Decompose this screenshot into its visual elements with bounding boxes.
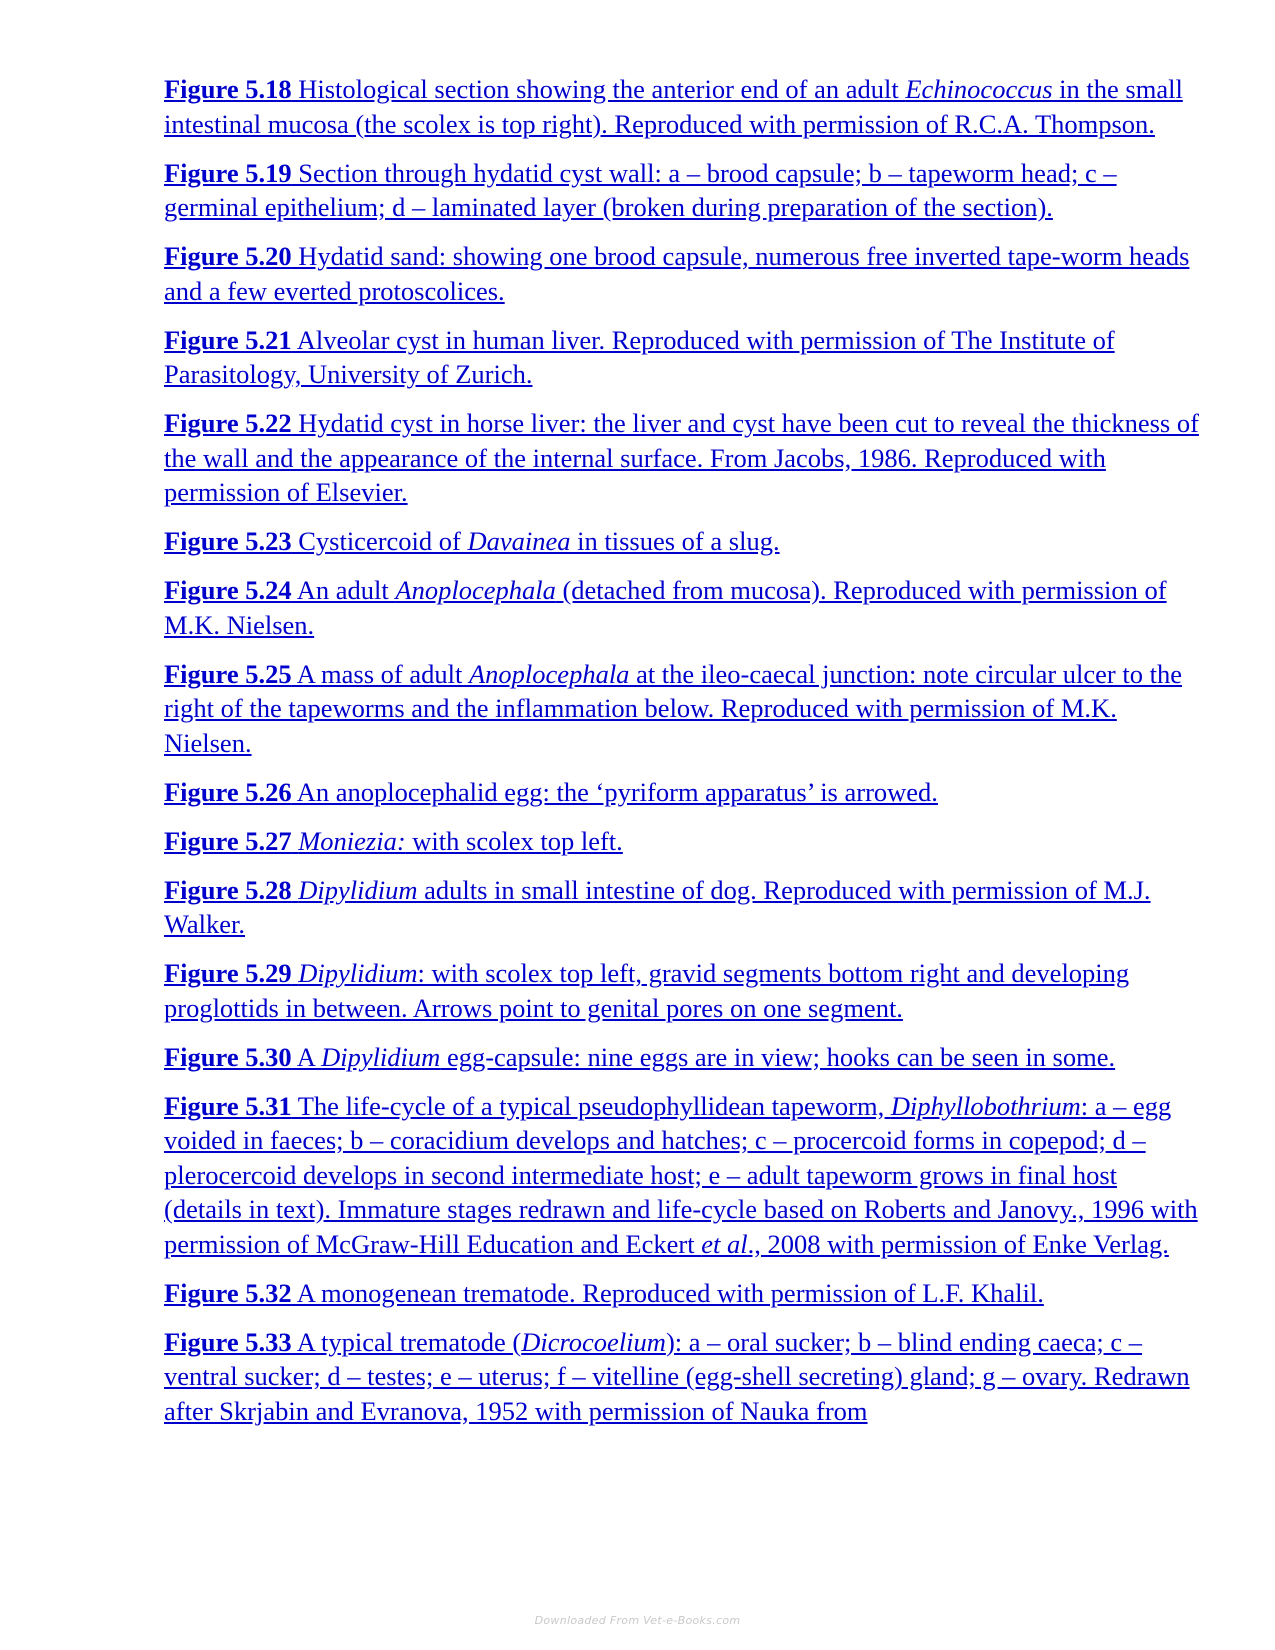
caption-italic-term: Davainea (467, 526, 571, 556)
figure-number-label: Figure 5.33 (164, 1326, 292, 1357)
caption-text: Hydatid sand: showing one brood capsule, numerous free inverted tape-worm heads and a few everted protoscolices. (164, 241, 1190, 306)
caption-text: A typical trematode ( (291, 1326, 522, 1357)
figure-caption-link[interactable] (164, 956, 1200, 1025)
figure-number-label: Figure 5.19 (164, 157, 292, 188)
caption-italic-term: Anoplocephala (469, 658, 630, 689)
figure-caption-link[interactable] (164, 156, 1200, 225)
figure-number-label: Figure 5.31 (164, 1090, 292, 1121)
caption-text: A monogenean trematode. Reproduced with permission of L.F. Khalil. (291, 1277, 1044, 1308)
caption-italic-term: Anoplocephala (395, 575, 556, 605)
figure-caption-link[interactable] (164, 1089, 1200, 1262)
figure-number-label: Figure 5.24 (164, 575, 292, 605)
figure-caption-link[interactable] (164, 524, 1200, 559)
figure-caption-link[interactable] (164, 873, 1200, 942)
figure-number-label: Figure 5.21 (164, 324, 292, 355)
caption-text: ., 2008 with permission of Enke Verlag. (747, 1228, 1169, 1259)
figure-caption-link[interactable] (164, 239, 1200, 308)
figure-number-label: Figure 5.26 (164, 776, 292, 807)
caption-text: (detached from mucosa). Reproduced with permission of M.K. Nielsen. (164, 575, 1167, 640)
caption-text: A (291, 1041, 322, 1072)
figure-number-label: Figure 5.18 (164, 74, 292, 104)
figure-caption-link[interactable] (164, 323, 1200, 392)
watermark: Downloaded From Vet-e-Books.com (534, 1614, 741, 1627)
figure-caption-link[interactable] (164, 1040, 1200, 1075)
caption-text: A mass of adult (291, 658, 469, 689)
caption-text: adults in small intestine of dog. Reproduced with permission of M.J. Walker. (164, 874, 1151, 939)
figure-number-label: Figure 5.30 (164, 1041, 292, 1072)
figure-caption-link[interactable] (164, 824, 1200, 859)
caption-italic-term: Dipylidium (298, 874, 418, 905)
caption-italic-term: et al (701, 1228, 748, 1259)
figure-caption-link[interactable] (164, 406, 1200, 510)
caption-italic-term: Dipylidium (298, 958, 418, 988)
caption-text: Alveolar cyst in human liver. Reproduced with permission of The Institute of Parasitology, University of Zurich. (164, 324, 1115, 389)
caption-italic-term: Dicrocoelium (521, 1326, 666, 1357)
caption-text: An anoplocephalid egg: the ‘pyriform apparatus’ is arrowed. (291, 776, 938, 807)
caption-text: Hydatid cyst in horse liver: the liver and cyst have been cut to reveal the thickness of the wall and the appearance of the internal surface. From Jacobs, 1986. Reproduced with permission of Elsevier. (164, 408, 1199, 507)
figure-number-label: Figure 5.23 (164, 526, 292, 556)
figure-caption-link[interactable] (164, 72, 1200, 141)
caption-italic-term: Dipylidium (321, 1041, 441, 1072)
caption-italic-term: Echinococcus (905, 74, 1053, 104)
caption-text: Histological section showing the anterior end of an adult (291, 74, 906, 104)
figure-caption-list (164, 72, 1200, 1443)
figure-number-label: Figure 5.28 (164, 874, 292, 905)
figure-number-label: Figure 5.32 (164, 1277, 292, 1308)
caption-italic-term: Moniezia: (298, 825, 406, 856)
caption-text: Cysticercoid of (291, 526, 468, 556)
caption-text: at the ileo-caecal junction: note circular ulcer to the right of the tapeworms and the inflammation below. Reproduced with permission of M.K. Nielsen. (164, 658, 1182, 758)
caption-text: in the small intestinal mucosa (the scolex is top right). Reproduced with permission of R.C.A. Thompson. (164, 74, 1183, 139)
figure-number-label: Figure 5.25 (164, 658, 292, 689)
caption-text: ): a – oral sucker; b – blind ending caeca; c – ventral sucker; d – testes; e – uterus; f – vitelline (egg-shell secreting) gland; g – ovary. Redrawn after Skrjabin and Evranova, 1952 with permission of Nauka from (164, 1326, 1190, 1426)
caption-text: : with scolex top left, gravid segments bottom right and developing proglottids in between. Arrows point to genital pores on one segment. (164, 958, 1130, 1023)
caption-text: with scolex top left. (405, 825, 623, 856)
caption-text: Section through hydatid cyst wall: a – brood capsule; b – tapeworm head; c – germinal epithelium; d – laminated layer (broken during preparation of the section). (164, 157, 1117, 222)
caption-text: in tissues of a slug. (570, 526, 780, 556)
figure-number-label: Figure 5.22 (164, 408, 292, 438)
figure-number-label: Figure 5.29 (164, 958, 292, 988)
figure-number-label: Figure 5.20 (164, 241, 292, 271)
caption-text: An adult (291, 575, 396, 605)
figure-caption-link[interactable] (164, 775, 1200, 810)
caption-text: : a – egg voided in faeces; b – coracidium develops and hatches; c – procercoid forms in copepod; d – plerocercoid develops in second intermediate host; e – adult tapeworm grows in final host (details in text). Immature stages redrawn and life-cycle based on Roberts and Janovy., 1996 with permission of McGraw-Hill Education and Eckert (164, 1090, 1198, 1259)
figure-caption-link[interactable] (164, 573, 1200, 642)
figure-caption-link[interactable] (164, 1276, 1200, 1311)
caption-text: The life-cycle of a typical pseudophyllidean tapeworm, (291, 1090, 891, 1121)
figure-caption-link[interactable] (164, 1325, 1200, 1429)
caption-italic-term: Diphyllobothrium (890, 1090, 1081, 1121)
caption-text: egg-capsule: nine eggs are in view; hooks can be seen in some. (440, 1041, 1116, 1072)
figure-number-label: Figure 5.27 (164, 825, 292, 856)
figure-caption-link[interactable] (164, 657, 1200, 761)
